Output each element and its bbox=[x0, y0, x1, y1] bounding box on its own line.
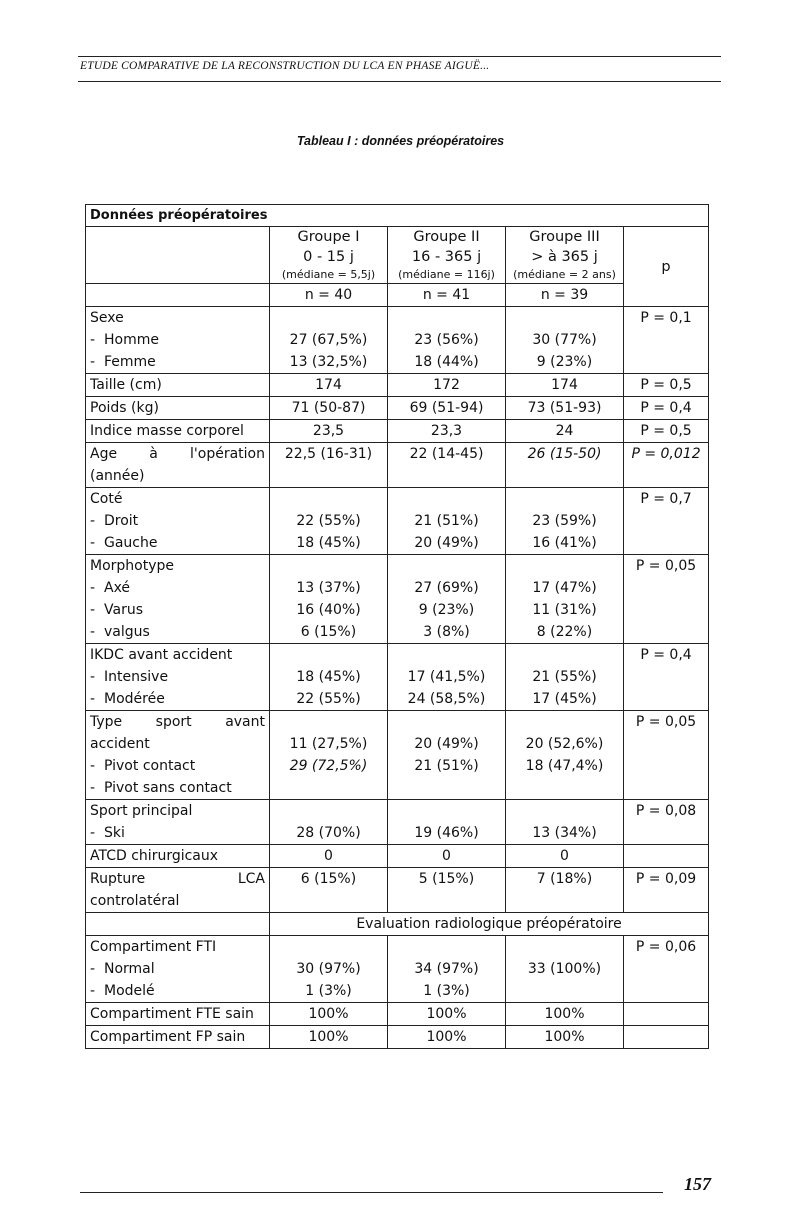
sport-g3 bbox=[506, 711, 624, 800]
p-header bbox=[624, 227, 709, 307]
table-row-age bbox=[86, 443, 709, 488]
taille-p: P = 0,5 bbox=[624, 374, 709, 397]
sexe-g2-homme: 23 (56%) bbox=[414, 332, 479, 348]
morpho-g3 bbox=[506, 555, 624, 644]
group-3-median: (médiane = 2 ans) bbox=[513, 268, 616, 281]
row-label bbox=[86, 555, 270, 644]
fte-g1: 100% bbox=[270, 1003, 388, 1026]
ikdc-g3-intensive: 21 (55%) bbox=[532, 669, 597, 685]
sexe-g3-homme: 30 (77%) bbox=[532, 332, 597, 348]
sport-g1-contact: 11 (27,5%) bbox=[289, 736, 368, 752]
fp-g3: 100% bbox=[506, 1026, 624, 1049]
empty-header-cell bbox=[86, 227, 270, 284]
rupture-g1: 6 (15%) bbox=[270, 868, 388, 913]
p-header-label: p bbox=[661, 258, 671, 275]
table-row-taille bbox=[86, 374, 709, 397]
group-2-median: (médiane = 116j) bbox=[398, 268, 495, 281]
group-2-name: Groupe II bbox=[413, 229, 480, 245]
sport-g2-sans-contact: 21 (51%) bbox=[414, 758, 479, 774]
morpho-g2 bbox=[388, 555, 506, 644]
fte-g3: 100% bbox=[506, 1003, 624, 1026]
group-1-n: n = 40 bbox=[270, 284, 388, 307]
sexe-g1-homme: 27 (67,5%) bbox=[289, 332, 368, 348]
sport-principal-sub-ski: - Ski bbox=[90, 822, 265, 844]
imc-label: Indice masse corporel bbox=[86, 420, 270, 443]
ikdc-g2-moderee: 24 (58,5%) bbox=[407, 691, 486, 707]
fte-p bbox=[624, 1003, 709, 1026]
ikdc-g2 bbox=[388, 644, 506, 711]
table-row-ikdc bbox=[86, 644, 709, 711]
age-g2: 22 (14-45) bbox=[388, 443, 506, 488]
table-row-atcd bbox=[86, 845, 709, 868]
morpho-g1-varus: 16 (40%) bbox=[296, 602, 361, 618]
group-2-n: n = 41 bbox=[388, 284, 506, 307]
table-row-fti bbox=[86, 936, 709, 1003]
group-3-range: > à 365 j bbox=[531, 249, 598, 265]
atcd-g1: 0 bbox=[270, 845, 388, 868]
fti-g3 bbox=[506, 936, 624, 1003]
fti-g1-modele: 1 (3%) bbox=[305, 983, 352, 999]
age-label-a: Age à l'opération bbox=[90, 446, 265, 462]
rupture-g3: 7 (18%) bbox=[506, 868, 624, 913]
fti-g1 bbox=[270, 936, 388, 1003]
sexe-label: Sexe bbox=[90, 310, 124, 326]
age-g1: 22,5 (16-31) bbox=[270, 443, 388, 488]
poids-g3: 73 (51-93) bbox=[506, 397, 624, 420]
fti-g2-modele: 1 (3%) bbox=[423, 983, 470, 999]
sport-label-b: accident bbox=[90, 736, 150, 752]
preoperative-table bbox=[85, 204, 709, 1049]
morpho-g1 bbox=[270, 555, 388, 644]
poids-g1: 71 (50-87) bbox=[270, 397, 388, 420]
table-row-poids bbox=[86, 397, 709, 420]
morpho-g3-axe: 17 (47%) bbox=[532, 580, 597, 596]
morpho-g2-axe: 27 (69%) bbox=[414, 580, 479, 596]
cote-g1 bbox=[270, 488, 388, 555]
imc-g3: 24 bbox=[506, 420, 624, 443]
sport-principal-g3-ski: 13 (34%) bbox=[532, 825, 597, 841]
sexe-g1-femme: 13 (32,5%) bbox=[289, 354, 368, 370]
group-2-header bbox=[388, 227, 506, 284]
sport-principal-p: P = 0,08 bbox=[624, 800, 709, 845]
sexe-g3 bbox=[506, 307, 624, 374]
sport-principal-g1 bbox=[270, 800, 388, 845]
table-row-sport-principal bbox=[86, 800, 709, 845]
row-label bbox=[86, 644, 270, 711]
rupture-label-b: controlatéral bbox=[90, 893, 180, 909]
ikdc-g1-intensive: 18 (45%) bbox=[296, 669, 361, 685]
fti-sub-modele: - Modelé bbox=[90, 980, 265, 1002]
cote-label: Coté bbox=[90, 491, 123, 507]
cote-g2 bbox=[388, 488, 506, 555]
group-3-n: n = 39 bbox=[506, 284, 624, 307]
empty-n-cell bbox=[86, 284, 270, 307]
section-title-row bbox=[86, 205, 709, 227]
sport-sub-pivot-sans-contact: - Pivot sans contact bbox=[90, 777, 265, 799]
cote-p: P = 0,7 bbox=[624, 488, 709, 555]
row-label bbox=[86, 488, 270, 555]
sexe-sub-homme: - Homme bbox=[90, 329, 265, 351]
sport-p: P = 0,05 bbox=[624, 711, 709, 800]
imc-p: P = 0,5 bbox=[624, 420, 709, 443]
sport-principal-g3 bbox=[506, 800, 624, 845]
morpho-g2-varus: 9 (23%) bbox=[418, 602, 475, 618]
sport-principal-label: Sport principal bbox=[90, 803, 193, 819]
atcd-p bbox=[624, 845, 709, 868]
fp-p bbox=[624, 1026, 709, 1049]
table-row-sport-type bbox=[86, 711, 709, 800]
taille-g2: 172 bbox=[388, 374, 506, 397]
atcd-g2: 0 bbox=[388, 845, 506, 868]
fte-g2: 100% bbox=[388, 1003, 506, 1026]
taille-label: Taille (cm) bbox=[86, 374, 270, 397]
table-row-imc bbox=[86, 420, 709, 443]
morpho-g2-valgus: 3 (8%) bbox=[423, 624, 470, 640]
atcd-label: ATCD chirurgicaux bbox=[86, 845, 270, 868]
fti-g3-normal: 33 (100%) bbox=[527, 961, 602, 977]
group-1-median: (médiane = 5,5j) bbox=[281, 268, 376, 281]
cote-g3-droit: 23 (59%) bbox=[532, 513, 597, 529]
taille-g3: 174 bbox=[506, 374, 624, 397]
sport-g3-sans-contact: 18 (47,4%) bbox=[525, 758, 604, 774]
group-2-range: 16 - 365 j bbox=[411, 249, 482, 265]
row-label bbox=[86, 936, 270, 1003]
sexe-p: P = 0,1 bbox=[624, 307, 709, 374]
table-row-fte bbox=[86, 1003, 709, 1026]
age-p: P = 0,012 bbox=[624, 443, 709, 488]
taille-g1: 174 bbox=[270, 374, 388, 397]
morpho-g3-valgus: 8 (22%) bbox=[536, 624, 593, 640]
sexe-g2 bbox=[388, 307, 506, 374]
rupture-g2: 5 (15%) bbox=[388, 868, 506, 913]
sport-g3-contact: 20 (52,6%) bbox=[525, 736, 604, 752]
fp-g1: 100% bbox=[270, 1026, 388, 1049]
fp-label: Compartiment FP sain bbox=[86, 1026, 270, 1049]
sexe-sub-femme: - Femme bbox=[90, 351, 265, 373]
age-label bbox=[86, 443, 270, 488]
sport-sub-pivot-contact: - Pivot contact bbox=[90, 755, 265, 777]
fti-label: Compartiment FTI bbox=[90, 939, 217, 955]
header-rule-top bbox=[78, 56, 721, 57]
footer-rule bbox=[80, 1192, 663, 1193]
fti-g3-modele bbox=[510, 980, 619, 1002]
section-title: Données préopératoires bbox=[86, 205, 709, 227]
ikdc-p: P = 0,4 bbox=[624, 644, 709, 711]
row-label bbox=[86, 800, 270, 845]
rupture-label-a: Rupture LCA bbox=[90, 871, 265, 887]
poids-label: Poids (kg) bbox=[86, 397, 270, 420]
sport-label-a: Type sport avant bbox=[90, 714, 265, 730]
cote-g2-droit: 21 (51%) bbox=[414, 513, 479, 529]
fte-label: Compartiment FTE sain bbox=[86, 1003, 270, 1026]
cote-g3 bbox=[506, 488, 624, 555]
header-rule-bottom bbox=[78, 81, 721, 82]
ikdc-g2-intensive: 17 (41,5%) bbox=[407, 669, 486, 685]
cote-sub-droit: - Droit bbox=[90, 510, 265, 532]
morpho-p: P = 0,05 bbox=[624, 555, 709, 644]
cote-sub-gauche: - Gauche bbox=[90, 532, 265, 554]
radio-header: Evaluation radiologique préopératoire bbox=[270, 913, 709, 936]
sport-principal-g1-ski: 28 (70%) bbox=[296, 825, 361, 841]
row-label bbox=[86, 711, 270, 800]
sexe-g1 bbox=[270, 307, 388, 374]
sport-g1-sans-contact: 29 (72,5%) bbox=[289, 758, 368, 774]
table-row-sexe bbox=[86, 307, 709, 374]
sport-g2 bbox=[388, 711, 506, 800]
sport-g2-contact: 20 (49%) bbox=[414, 736, 479, 752]
age-label-b: (année) bbox=[90, 468, 145, 484]
morpho-g3-varus: 11 (31%) bbox=[532, 602, 597, 618]
rupture-label bbox=[86, 868, 270, 913]
cote-g1-droit: 22 (55%) bbox=[296, 513, 361, 529]
morpho-g1-axe: 13 (37%) bbox=[296, 580, 361, 596]
ikdc-label: IKDC avant accident bbox=[90, 647, 233, 663]
morpho-sub-valgus: - valgus bbox=[90, 621, 265, 643]
running-title: ETUDE COMPARATIVE DE LA RECONSTRUCTION DU LCA EN PHASE AIGUË... bbox=[80, 60, 490, 72]
sexe-g3-femme: 9 (23%) bbox=[536, 354, 593, 370]
group-3-name: Groupe III bbox=[529, 229, 600, 245]
fti-g2 bbox=[388, 936, 506, 1003]
morpho-sub-axe: - Axé bbox=[90, 577, 265, 599]
poids-g2: 69 (51-94) bbox=[388, 397, 506, 420]
table-caption: Tableau I : données préopératoires bbox=[296, 134, 505, 148]
ikdc-g3 bbox=[506, 644, 624, 711]
age-g3: 26 (15-50) bbox=[506, 443, 624, 488]
sport-principal-g2 bbox=[388, 800, 506, 845]
group-3-header bbox=[506, 227, 624, 284]
ikdc-g1 bbox=[270, 644, 388, 711]
morpho-sub-varus: - Varus bbox=[90, 599, 265, 621]
ikdc-sub-moderee: - Modérée bbox=[90, 688, 265, 710]
poids-p: P = 0,4 bbox=[624, 397, 709, 420]
fti-sub-normal: - Normal bbox=[90, 958, 265, 980]
atcd-g3: 0 bbox=[506, 845, 624, 868]
group-header-row bbox=[86, 227, 709, 284]
sport-principal-g2-ski: 19 (46%) bbox=[414, 825, 479, 841]
cote-g3-gauche: 16 (41%) bbox=[532, 535, 597, 551]
imc-g1: 23,5 bbox=[270, 420, 388, 443]
ikdc-g1-moderee: 22 (55%) bbox=[296, 691, 361, 707]
table-row-morphotype bbox=[86, 555, 709, 644]
ikdc-sub-intensive: - Intensive bbox=[90, 666, 265, 688]
fti-g2-normal: 34 (97%) bbox=[414, 961, 479, 977]
cote-g2-gauche: 20 (49%) bbox=[414, 535, 479, 551]
row-label bbox=[86, 307, 270, 374]
page-number: 157 bbox=[684, 1174, 711, 1194]
imc-g2: 23,3 bbox=[388, 420, 506, 443]
table-row-fp bbox=[86, 1026, 709, 1049]
fti-g1-normal: 30 (97%) bbox=[296, 961, 361, 977]
cote-g1-gauche: 18 (45%) bbox=[296, 535, 361, 551]
rupture-p: P = 0,09 bbox=[624, 868, 709, 913]
table-row-rupture bbox=[86, 868, 709, 913]
fti-p: P = 0,06 bbox=[624, 936, 709, 1003]
morpho-g1-valgus: 6 (15%) bbox=[300, 624, 357, 640]
ikdc-g3-moderee: 17 (45%) bbox=[532, 691, 597, 707]
table-row-cote bbox=[86, 488, 709, 555]
group-1-name: Groupe I bbox=[297, 229, 360, 245]
radio-header-row bbox=[86, 913, 709, 936]
n-row bbox=[86, 284, 709, 307]
radio-empty-cell bbox=[86, 913, 270, 936]
morpho-label: Morphotype bbox=[90, 558, 174, 574]
group-1-range: 0 - 15 j bbox=[303, 249, 354, 265]
group-1-header bbox=[270, 227, 388, 284]
sport-g1 bbox=[270, 711, 388, 800]
sexe-g2-femme: 18 (44%) bbox=[414, 354, 479, 370]
fp-g2: 100% bbox=[388, 1026, 506, 1049]
